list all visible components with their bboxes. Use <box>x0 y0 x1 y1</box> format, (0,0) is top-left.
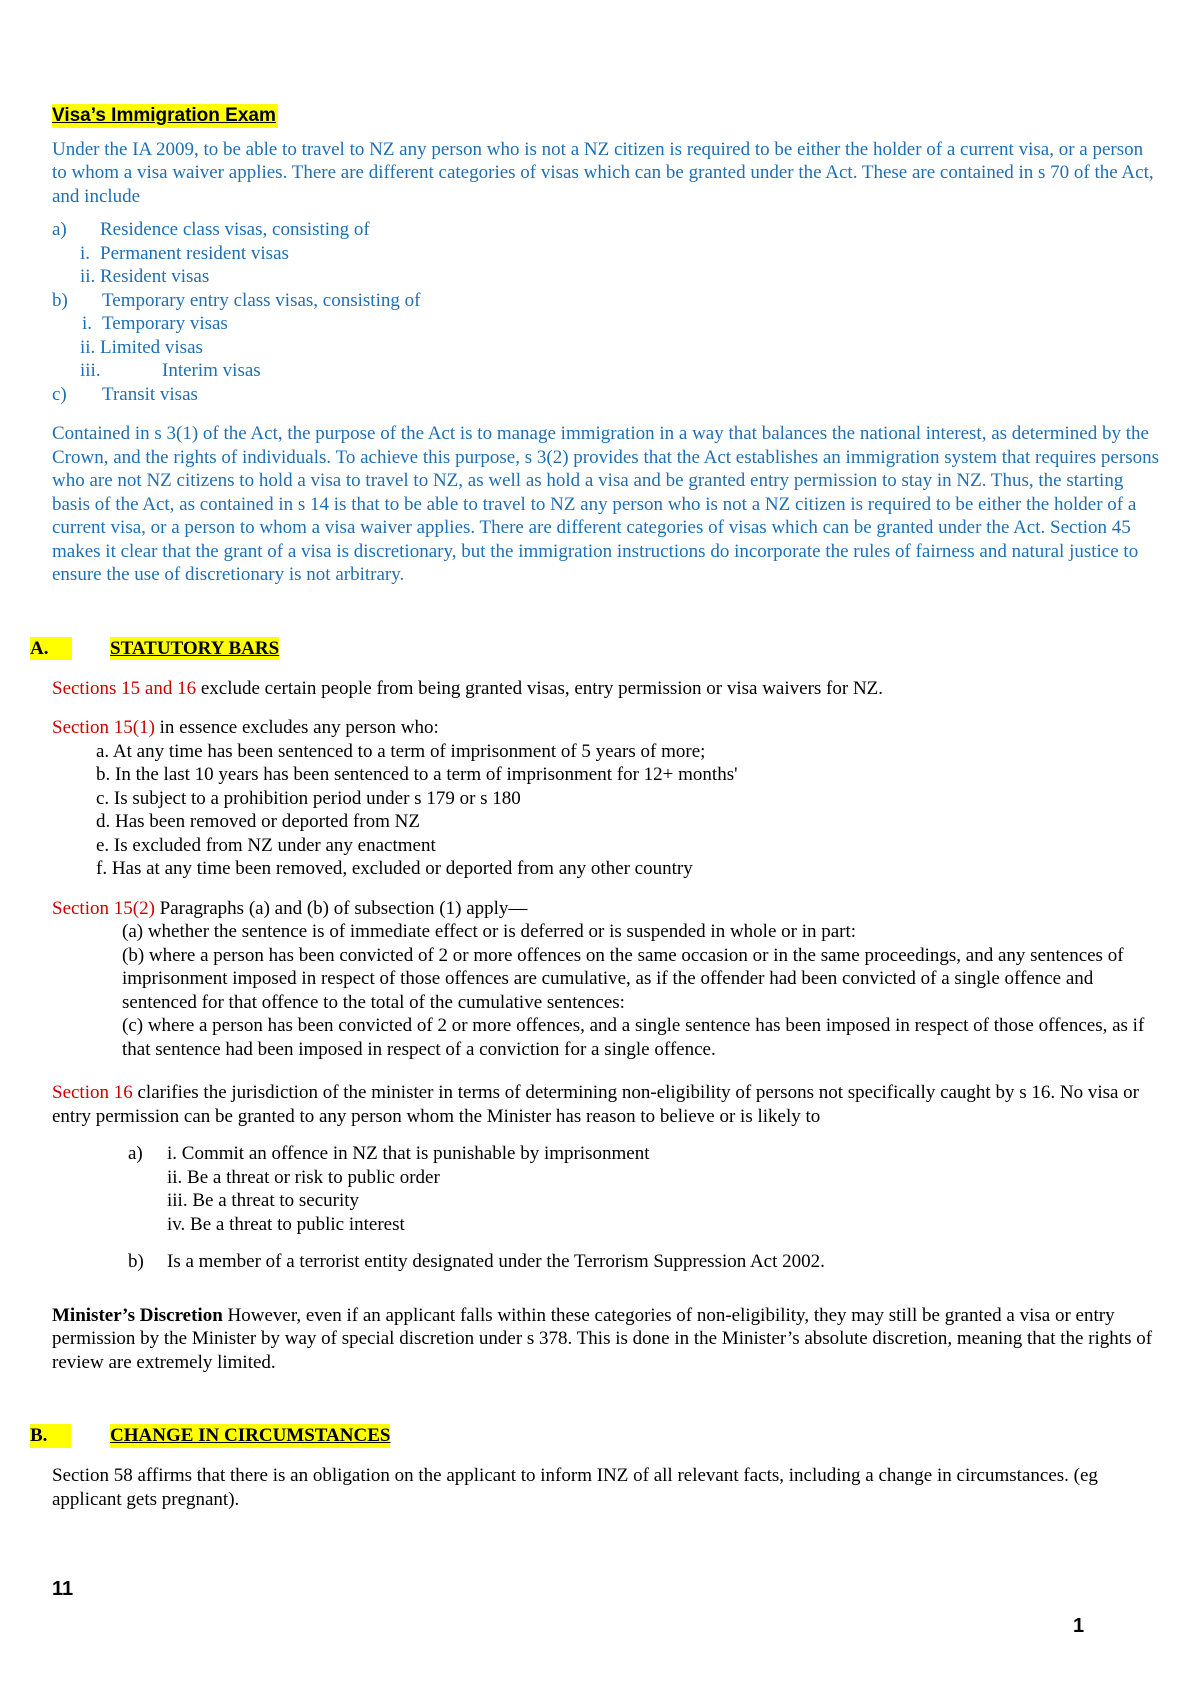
list-marker: a) <box>52 219 67 240</box>
s15-2-text: Paragraphs (a) and (b) of subsection (1) apply— <box>154 897 528 919</box>
footer-left-number: 11 <box>52 1578 74 1600</box>
list-marker: b) <box>128 1251 144 1272</box>
list-marker: a) <box>128 1143 143 1164</box>
list-item: iii. Be a threat to security <box>167 1190 360 1211</box>
s15-1-paragraph <box>52 716 1162 740</box>
section-b-heading <box>30 1424 1162 1448</box>
discretion-paragraph <box>52 1304 1162 1375</box>
discretion-text: However, even if an applicant falls within these categories of non-eligibility, they may still be granted a visa or entry permission by the Minister by way of special discretion under s 378. This is done in the Minister’s absolute discretion, meaning that the rights of review are extremely limited. <box>52 1304 1153 1373</box>
list-marker: b) <box>52 289 68 311</box>
list-item: (c) where a person has been convicted of 2 or more offences, and a single sentence has been imposed in respect of those offences, as if that sentence had been imposed in respect of a conviction for a single offence. <box>122 1015 1145 1060</box>
s15-16-ref: Sections 15 and 16 <box>52 677 197 699</box>
list-item: ii. Be a threat or risk to public order <box>167 1166 440 1188</box>
list-item <box>52 218 1162 242</box>
section-a-heading <box>30 637 1162 661</box>
list-text: Temporary visas <box>102 313 228 334</box>
list-text: Transit visas <box>102 383 198 405</box>
list-item: e. Is excluded from NZ under any enactment <box>96 834 436 856</box>
list-marker: i. <box>82 313 93 334</box>
s15-1-list <box>52 740 1162 881</box>
list-text: Permanent resident visas <box>100 242 289 264</box>
s15-1-ref: Section 15(1) <box>52 717 155 738</box>
discretion-label: Minister’s Discretion <box>52 1304 223 1326</box>
list-item <box>52 312 1162 336</box>
list-item <box>52 265 1162 289</box>
s16-paragraph <box>52 1081 1162 1128</box>
section-b-label: B. <box>30 1424 71 1448</box>
title-text: Visa’s Immigration Exam <box>52 105 276 126</box>
section-b-paragraph: Section 58 affirms that there is an obligation on the applicant to inform INZ of all relevant facts, including a change in circumstances. (eg applicant gets pregnant). <box>52 1465 1098 1510</box>
list-item: (a) whether the sentence is of immediate effect or is deferred or is suspended in whole or in part: <box>122 921 857 942</box>
list-text: Temporary entry class visas, consisting of <box>102 289 421 311</box>
list-marker: c) <box>52 383 67 405</box>
section-a-label: A. <box>30 637 72 661</box>
visa-categories-list <box>52 218 1162 406</box>
list-text: Residence class visas, consisting of <box>100 219 370 240</box>
list-item: f. Has at any time been removed, excluded or deported from any other country <box>96 858 693 879</box>
list-text: Is a member of a terrorist entity designated under the Terrorism Suppression Act 2002. <box>167 1251 825 1272</box>
purpose-paragraph: Contained in s 3(1) of the Act, the purpose of the Act is to manage immigration in a way that balances the national interest, as determined by the Crown, and the rights of individuals. To achieve this purpose, s 3(2) provides that the Act establishes an immigration system that requires persons who are not NZ citizens to hold a visa to travel to NZ, as well as hold a visa and be granted entry permission to stay in NZ. Thus, the starting basis of the Act, as contained in s 14 is that to be able to travel to NZ any person who is not a NZ citizen is required to be either the holder of a current visa, or a person to whom a visa waiver applies. There are different categories of visas which can be granted under the Act. Section 45 makes it clear that the grant of a visa is discretionary, but the immigration instructions do incorporate the rules of fairness and natural justice to ensure the use of discretionary is not arbitrary. <box>52 423 1159 585</box>
list-item: i. Commit an offence in NZ that is punishable by imprisonment <box>167 1143 650 1164</box>
list-marker: i. <box>80 242 91 264</box>
list-item <box>52 383 1162 407</box>
document-page <box>30 104 1162 1511</box>
list-text: Interim visas <box>162 360 261 381</box>
list-item <box>52 289 1162 313</box>
section-a-title: STATUTORY BARS <box>110 637 280 659</box>
s15-2-ref: Section 15(2) <box>52 897 155 919</box>
s16-ref: Section 16 <box>52 1082 133 1103</box>
list-item: iv. Be a threat to public interest <box>167 1213 405 1235</box>
list-marker: ii. <box>80 266 96 287</box>
list-item: c. Is subject to a prohibition period under s 179 or s 180 <box>96 787 521 809</box>
list-text: Resident visas <box>100 266 210 287</box>
list-text: Limited visas <box>100 336 203 358</box>
section-b-title: CHANGE IN CIRCUMSTANCES <box>110 1425 391 1446</box>
s15-2-paragraph <box>52 897 1162 921</box>
list-item <box>52 242 1162 266</box>
s15-16-text: exclude certain people from being granted visas, entry permission or visa waivers for NZ. <box>196 677 884 699</box>
s16-text: clarifies the jurisdiction of the minister in terms of determining non-eligibility of persons not specifically caught by s 16. No visa or entry permission can be granted to any person whom the Minister has reason to believe or is likely to <box>52 1082 1140 1127</box>
list-item <box>52 336 1162 360</box>
list-item: (b) where a person has been convicted of 2 or more offences on the same occasion or in the same proceedings, and any sentences of imprisonment imposed in respect of those offences are cumulative, as if the offender had been convicted of a single offence and sentenced for that offence to the total of the cumulative sentences: <box>122 944 1124 1013</box>
s16-a-list <box>52 1142 1162 1236</box>
s15-16-paragraph <box>52 677 1162 701</box>
intro-paragraph: Under the IA 2009, to be able to travel to NZ any person who is not a NZ citizen is required to be either the holder of a current visa, or a person to whom a visa waiver applies. There are different categories of visas which can be granted under the Act. These are contained in s 70 of the Act, and include <box>52 138 1154 207</box>
s15-2-list <box>52 920 1162 1061</box>
page-number: 1 <box>1073 1615 1085 1637</box>
list-item: b. In the last 10 years has been sentenced to a term of imprisonment for 12+ months' <box>96 764 738 785</box>
list-marker: iii. <box>80 360 101 381</box>
list-item: a. At any time has been sentenced to a term of imprisonment of 5 years of more; <box>96 740 706 762</box>
s15-1-text: in essence excludes any person who: <box>154 717 439 738</box>
list-item: d. Has been removed or deported from NZ <box>96 811 420 832</box>
list-marker: ii. <box>80 336 96 358</box>
list-item <box>52 359 1162 383</box>
page-title <box>52 104 1162 128</box>
s16-b-item <box>52 1250 1162 1274</box>
